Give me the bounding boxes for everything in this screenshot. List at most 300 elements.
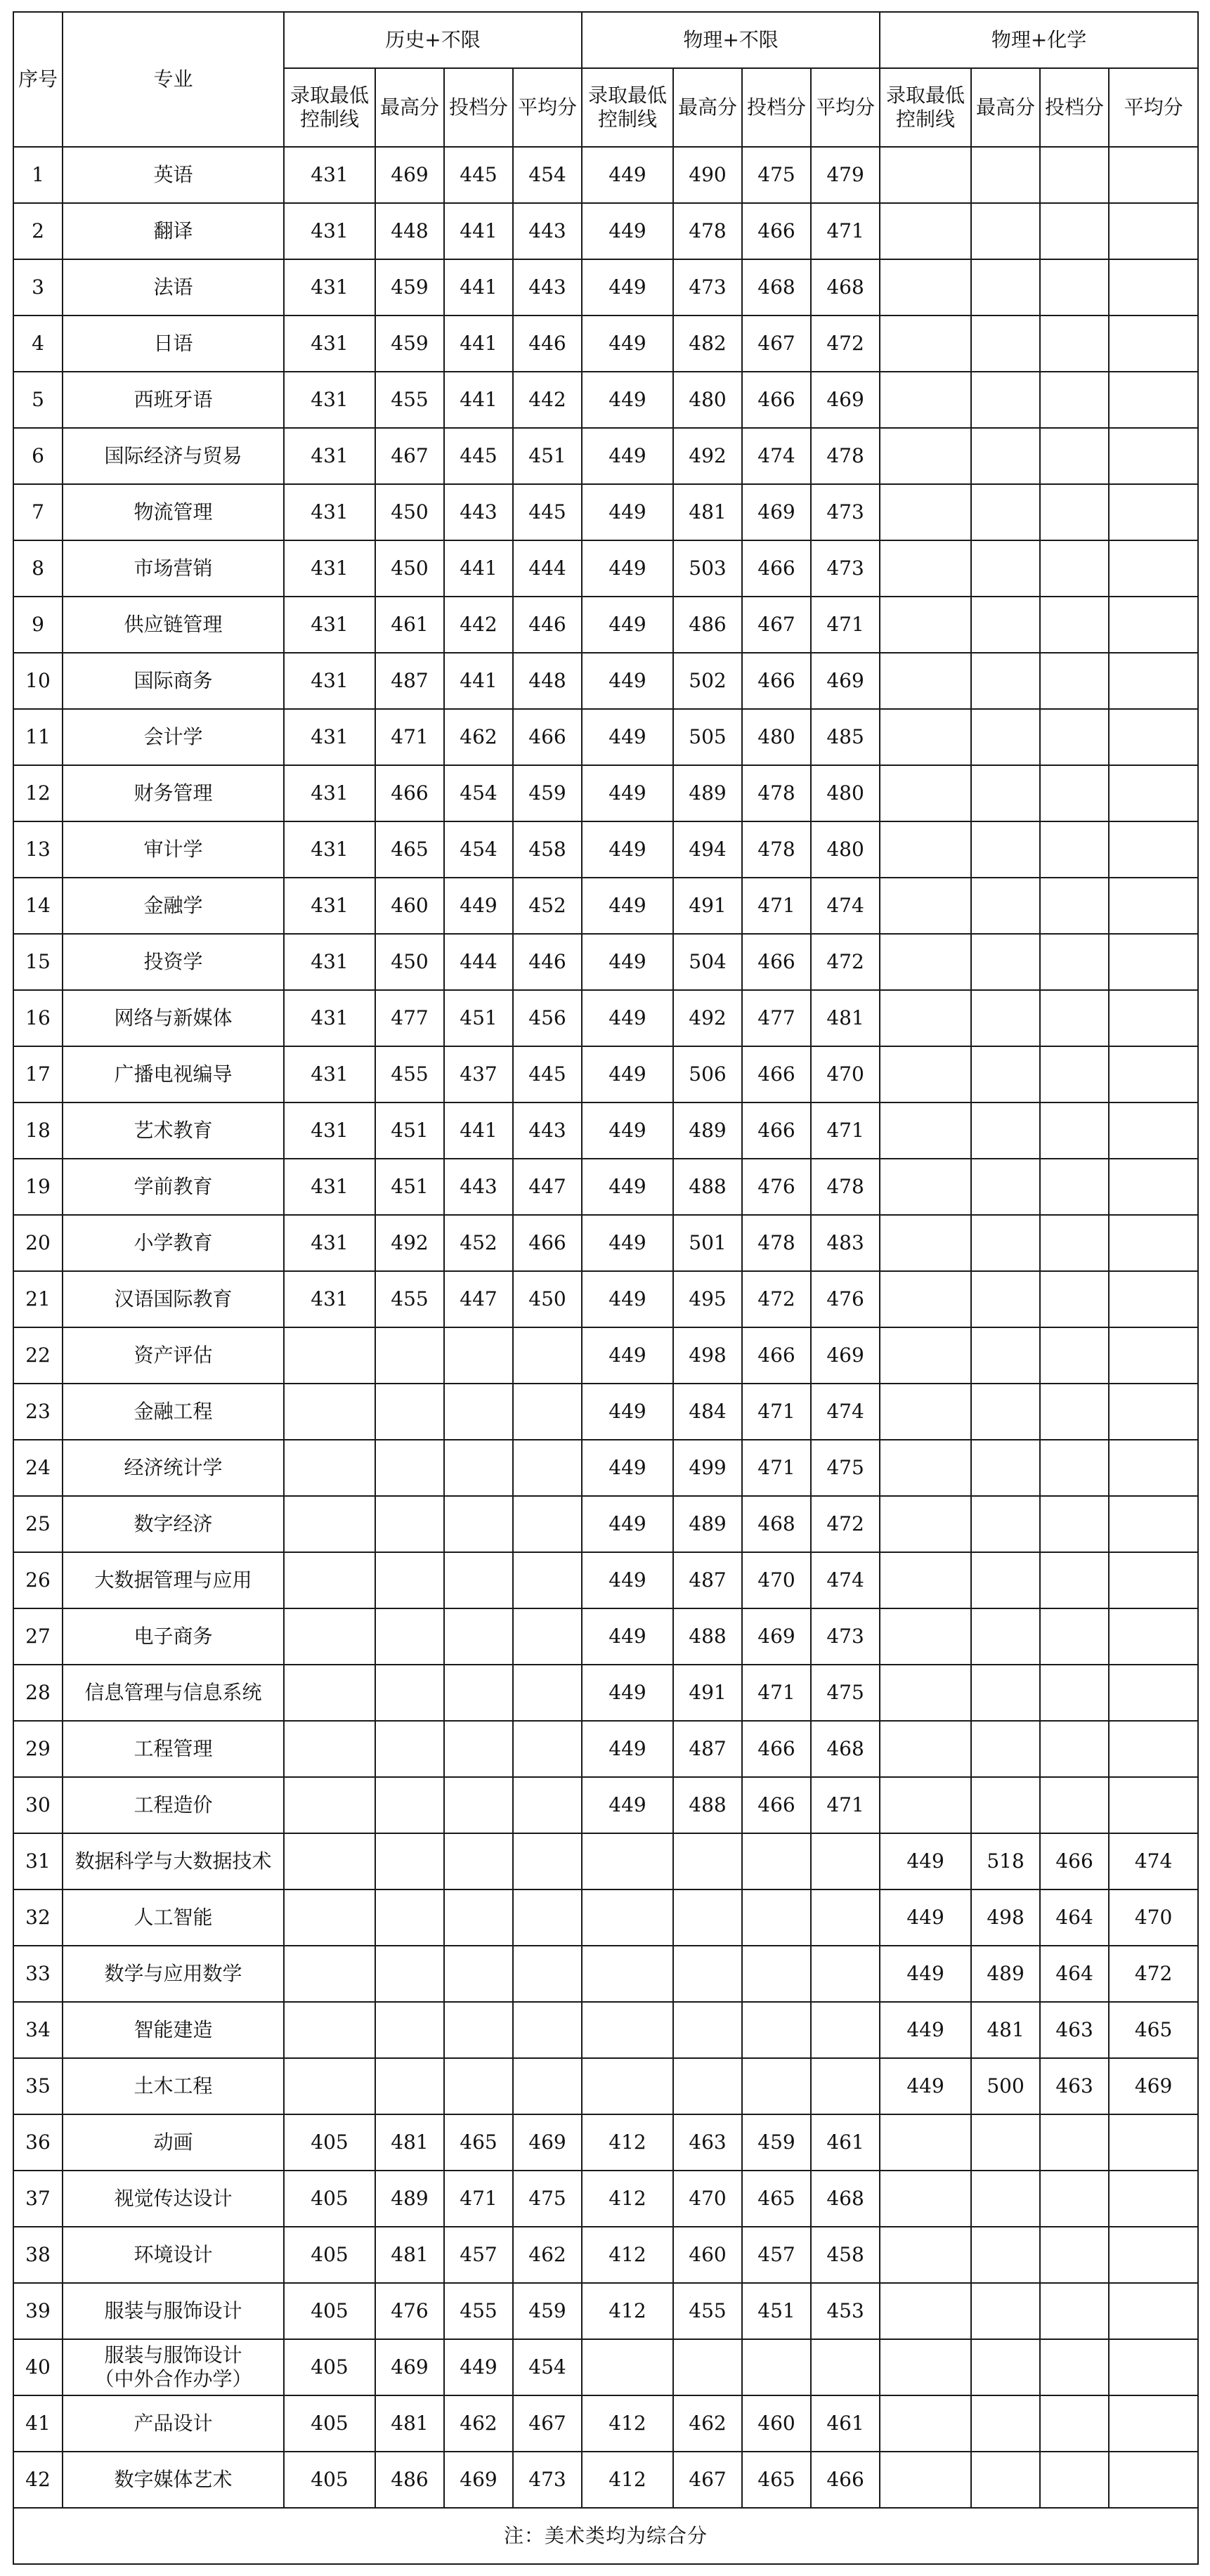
physics-chemistry-avg-score (1109, 1777, 1198, 1833)
physics-chemistry-max-score (971, 1777, 1040, 1833)
physics-min-line: 449 (582, 765, 673, 821)
physics-file-score: 466 (742, 934, 811, 990)
table-row (13, 990, 1198, 1046)
history-avg-score: 444 (513, 540, 582, 597)
major-name: 会计学 (63, 709, 284, 765)
physics-avg-score: 461 (811, 2114, 880, 2171)
history-max-score (375, 1721, 444, 1777)
footnote: 注：美术类均为综合分 (13, 2508, 1198, 2564)
physics-max-score: 486 (673, 597, 742, 653)
physics-chemistry-file-score (1040, 1102, 1109, 1159)
header-min-line-history (284, 68, 375, 147)
physics-min-line: 449 (582, 1046, 673, 1102)
history-file-score: 441 (444, 259, 513, 316)
physics-chemistry-avg-score (1109, 821, 1198, 878)
row-index: 7 (13, 484, 63, 540)
physics-chemistry-file-score (1040, 428, 1109, 484)
physics-file-score: 469 (742, 1608, 811, 1665)
physics-avg-score: 473 (811, 540, 880, 597)
table-row (13, 540, 1198, 597)
physics-chemistry-min-line (880, 1215, 971, 1271)
table-row (13, 147, 1198, 203)
history-max-score: 459 (375, 259, 444, 316)
history-max-score: 451 (375, 1159, 444, 1215)
header-file-score-physics-chemistry: 投档分 (1040, 68, 1109, 147)
physics-chemistry-min-line (880, 934, 971, 990)
history-max-score (375, 1496, 444, 1552)
history-file-score: 441 (444, 372, 513, 428)
physics-chemistry-min-line (880, 428, 971, 484)
major-name: 视觉传达设计 (63, 2171, 284, 2227)
physics-min-line: 449 (582, 1721, 673, 1777)
physics-chemistry-min-line (880, 2452, 971, 2508)
physics-chemistry-file-score (1040, 2452, 1109, 2508)
header-group-physics: 物理+不限 (582, 12, 880, 68)
physics-file-score: 465 (742, 2452, 811, 2508)
physics-chemistry-file-score (1040, 597, 1109, 653)
physics-min-line: 412 (582, 2452, 673, 2508)
physics-chemistry-avg-score (1109, 709, 1198, 765)
physics-chemistry-file-score (1040, 1665, 1109, 1721)
row-index: 11 (13, 709, 63, 765)
physics-avg-score: 468 (811, 1721, 880, 1777)
physics-file-score: 468 (742, 1496, 811, 1552)
table-row (13, 259, 1198, 316)
history-max-score: 492 (375, 1215, 444, 1271)
table-row (13, 316, 1198, 372)
physics-min-line: 449 (582, 203, 673, 259)
physics-min-line: 449 (582, 1552, 673, 1608)
history-file-score (444, 1777, 513, 1833)
history-min-line: 431 (284, 203, 375, 259)
physics-chemistry-avg-score (1109, 653, 1198, 709)
major-name: 网络与新媒体 (63, 990, 284, 1046)
physics-max-score: 498 (673, 1327, 742, 1384)
table-row (13, 2114, 1198, 2171)
header-avg-history: 平均分 (513, 68, 582, 147)
physics-file-score (742, 1833, 811, 1889)
physics-min-line: 449 (582, 1327, 673, 1384)
physics-file-score: 466 (742, 372, 811, 428)
history-min-line: 431 (284, 709, 375, 765)
major-name: 信息管理与信息系统 (63, 1665, 284, 1721)
physics-chemistry-file-score (1040, 1384, 1109, 1440)
row-index: 28 (13, 1665, 63, 1721)
physics-avg-score (811, 1889, 880, 1946)
physics-chemistry-max-score (971, 1102, 1040, 1159)
history-max-score: 465 (375, 821, 444, 878)
history-min-line: 405 (284, 2171, 375, 2227)
physics-chemistry-max-score (971, 1440, 1040, 1496)
physics-chemistry-max-score (971, 990, 1040, 1046)
row-index: 4 (13, 316, 63, 372)
physics-file-score (742, 1889, 811, 1946)
physics-file-score: 475 (742, 147, 811, 203)
physics-avg-score (811, 2058, 880, 2114)
physics-chemistry-min-line (880, 259, 971, 316)
physics-chemistry-max-score: 481 (971, 2002, 1040, 2058)
table-row (13, 372, 1198, 428)
history-file-score: 441 (444, 540, 513, 597)
major-name: 经济统计学 (63, 1440, 284, 1496)
physics-min-line: 449 (582, 259, 673, 316)
history-avg-score: 447 (513, 1159, 582, 1215)
row-index: 3 (13, 259, 63, 316)
physics-chemistry-min-line (880, 1271, 971, 1327)
major-name: 土木工程 (63, 2058, 284, 2114)
history-file-score: 441 (444, 1102, 513, 1159)
history-min-line (284, 2002, 375, 2058)
physics-chemistry-max-score (971, 2452, 1040, 2508)
major-name: 国际经济与贸易 (63, 428, 284, 484)
physics-chemistry-max-score (971, 1608, 1040, 1665)
physics-max-score: 505 (673, 709, 742, 765)
physics-chemistry-min-line (880, 484, 971, 540)
physics-max-score (673, 2058, 742, 2114)
physics-max-score: 484 (673, 1384, 742, 1440)
table-row (13, 2395, 1198, 2452)
physics-min-line: 449 (582, 372, 673, 428)
physics-chemistry-min-line (880, 709, 971, 765)
physics-avg-score (811, 2002, 880, 2058)
table-row (13, 653, 1198, 709)
physics-chemistry-avg-score (1109, 2283, 1198, 2339)
table-row (13, 203, 1198, 259)
history-max-score: 450 (375, 540, 444, 597)
physics-file-score: 471 (742, 1665, 811, 1721)
table-row (13, 1440, 1198, 1496)
history-min-line: 431 (284, 316, 375, 372)
header-min-line-part2: 控制线 (299, 108, 359, 131)
physics-chemistry-avg-score (1109, 316, 1198, 372)
physics-chemistry-file-score (1040, 878, 1109, 934)
physics-chemistry-file-score (1040, 765, 1109, 821)
physics-file-score: 466 (742, 1102, 811, 1159)
physics-min-line: 412 (582, 2114, 673, 2171)
history-avg-score: 452 (513, 878, 582, 934)
history-avg-score (513, 1946, 582, 2002)
table-row (13, 2339, 1198, 2395)
physics-file-score: 478 (742, 1215, 811, 1271)
physics-max-score: 470 (673, 2171, 742, 2227)
physics-chemistry-file-score: 466 (1040, 1833, 1109, 1889)
row-index: 19 (13, 1159, 63, 1215)
history-file-score: 455 (444, 2283, 513, 2339)
history-min-line: 431 (284, 540, 375, 597)
major-name: 数据科学与大数据技术 (63, 1833, 284, 1889)
physics-chemistry-file-score (1040, 203, 1109, 259)
history-avg-score: 442 (513, 372, 582, 428)
table-row (13, 484, 1198, 540)
major-name (63, 2339, 284, 2395)
physics-file-score (742, 1946, 811, 2002)
physics-chemistry-min-line (880, 2283, 971, 2339)
physics-max-score: 489 (673, 765, 742, 821)
header-max-physics-chemistry: 最高分 (971, 68, 1040, 147)
physics-chemistry-avg-score (1109, 259, 1198, 316)
physics-chemistry-min-line (880, 316, 971, 372)
history-file-score: 441 (444, 653, 513, 709)
physics-max-score: 467 (673, 2452, 742, 2508)
physics-chemistry-file-score (1040, 1496, 1109, 1552)
physics-chemistry-min-line (880, 765, 971, 821)
physics-file-score: 466 (742, 540, 811, 597)
history-min-line (284, 1946, 375, 2002)
history-max-score: 471 (375, 709, 444, 765)
physics-max-score: 491 (673, 1665, 742, 1721)
major-name: 工程管理 (63, 1721, 284, 1777)
table-row (13, 597, 1198, 653)
physics-chemistry-max-score (971, 428, 1040, 484)
history-avg-score: 473 (513, 2452, 582, 2508)
table-body (13, 147, 1198, 2508)
physics-min-line: 449 (582, 934, 673, 990)
history-min-line: 405 (284, 2452, 375, 2508)
physics-avg-score: 471 (811, 597, 880, 653)
history-max-score: 455 (375, 1271, 444, 1327)
major-name: 西班牙语 (63, 372, 284, 428)
row-index: 41 (13, 2395, 63, 2452)
table-row (13, 1271, 1198, 1327)
row-index: 9 (13, 597, 63, 653)
physics-chemistry-avg-score (1109, 597, 1198, 653)
header-major: 专业 (63, 12, 284, 147)
physics-chemistry-file-score (1040, 1608, 1109, 1665)
physics-min-line (582, 2058, 673, 2114)
physics-min-line: 412 (582, 2395, 673, 2452)
physics-max-score: 499 (673, 1440, 742, 1496)
major-name: 物流管理 (63, 484, 284, 540)
physics-chemistry-max-score (971, 2227, 1040, 2283)
physics-chemistry-max-score (971, 821, 1040, 878)
table-row (13, 2452, 1198, 2508)
major-name: 小学教育 (63, 1215, 284, 1271)
physics-chemistry-file-score (1040, 990, 1109, 1046)
physics-chemistry-file-score (1040, 821, 1109, 878)
row-index: 26 (13, 1552, 63, 1608)
major-name: 广播电视编导 (63, 1046, 284, 1102)
physics-chemistry-avg-score (1109, 1046, 1198, 1102)
header-min-line-part2: 控制线 (896, 108, 956, 131)
history-min-line: 431 (284, 1159, 375, 1215)
physics-avg-score (811, 2339, 880, 2395)
table-row (13, 2283, 1198, 2339)
physics-chemistry-min-line (880, 2114, 971, 2171)
history-file-score (444, 1608, 513, 1665)
physics-chemistry-min-line (880, 2171, 971, 2227)
physics-chemistry-min-line (880, 1102, 971, 1159)
history-file-score: 445 (444, 147, 513, 203)
physics-chemistry-min-line: 449 (880, 2002, 971, 2058)
row-index: 20 (13, 1215, 63, 1271)
physics-max-score: 506 (673, 1046, 742, 1102)
physics-chemistry-file-score (1040, 2227, 1109, 2283)
history-min-line: 405 (284, 2227, 375, 2283)
physics-chemistry-max-score (971, 597, 1040, 653)
physics-avg-score: 474 (811, 878, 880, 934)
physics-avg-score: 480 (811, 765, 880, 821)
history-file-score (444, 1440, 513, 1496)
physics-chemistry-max-score (971, 2283, 1040, 2339)
major-name: 服装与服饰设计 (63, 2283, 284, 2339)
physics-min-line: 449 (582, 428, 673, 484)
physics-chemistry-avg-score: 472 (1109, 1946, 1198, 2002)
physics-chemistry-max-score (971, 2171, 1040, 2227)
header-avg-physics: 平均分 (811, 68, 880, 147)
physics-file-score: 468 (742, 259, 811, 316)
physics-max-score: 490 (673, 147, 742, 203)
physics-min-line: 412 (582, 2171, 673, 2227)
major-name: 市场营销 (63, 540, 284, 597)
history-min-line: 431 (284, 1271, 375, 1327)
header-min-line-physics (582, 68, 673, 147)
physics-chemistry-max-score: 500 (971, 2058, 1040, 2114)
physics-avg-score: 469 (811, 1327, 880, 1384)
history-file-score: 471 (444, 2171, 513, 2227)
physics-chemistry-min-line (880, 1496, 971, 1552)
header-avg-physics-chemistry: 平均分 (1109, 68, 1198, 147)
row-index: 14 (13, 878, 63, 934)
physics-max-score: 495 (673, 1271, 742, 1327)
physics-file-score: 467 (742, 316, 811, 372)
history-min-line (284, 1440, 375, 1496)
physics-min-line: 412 (582, 2227, 673, 2283)
physics-max-score: 463 (673, 2114, 742, 2171)
history-avg-score: 446 (513, 597, 582, 653)
physics-min-line: 449 (582, 597, 673, 653)
history-file-score: 465 (444, 2114, 513, 2171)
table-row (13, 1665, 1198, 1721)
major-name: 数学与应用数学 (63, 1946, 284, 2002)
history-max-score: 486 (375, 2452, 444, 2508)
history-max-score: 450 (375, 484, 444, 540)
history-min-line: 431 (284, 990, 375, 1046)
physics-min-line: 449 (582, 1102, 673, 1159)
physics-max-score: 488 (673, 1608, 742, 1665)
physics-chemistry-max-score (971, 1384, 1040, 1440)
history-avg-score (513, 1833, 582, 1889)
physics-chemistry-avg-score (1109, 1721, 1198, 1777)
history-file-score: 454 (444, 765, 513, 821)
history-min-line: 405 (284, 2283, 375, 2339)
history-avg-score (513, 1608, 582, 1665)
history-avg-score: 451 (513, 428, 582, 484)
history-avg-score (513, 2002, 582, 2058)
table-row (13, 1889, 1198, 1946)
history-avg-score: 458 (513, 821, 582, 878)
physics-file-score: 476 (742, 1159, 811, 1215)
physics-chemistry-min-line (880, 1777, 971, 1833)
history-file-score: 447 (444, 1271, 513, 1327)
history-max-score: 481 (375, 2227, 444, 2283)
physics-chemistry-file-score (1040, 1159, 1109, 1215)
physics-min-line: 449 (582, 1608, 673, 1665)
history-avg-score (513, 1777, 582, 1833)
physics-chemistry-avg-score (1109, 203, 1198, 259)
physics-max-score: 503 (673, 540, 742, 597)
admission-score-table (13, 11, 1199, 2565)
physics-min-line: 449 (582, 1271, 673, 1327)
physics-chemistry-min-line (880, 1665, 971, 1721)
physics-min-line (582, 1833, 673, 1889)
physics-min-line: 412 (582, 2283, 673, 2339)
physics-chemistry-avg-score (1109, 1327, 1198, 1384)
physics-chemistry-min-line: 449 (880, 1833, 971, 1889)
physics-avg-score: 469 (811, 653, 880, 709)
history-file-score (444, 1384, 513, 1440)
history-max-score: 461 (375, 597, 444, 653)
physics-avg-score: 480 (811, 821, 880, 878)
physics-chemistry-file-score (1040, 1327, 1109, 1384)
row-index: 23 (13, 1384, 63, 1440)
row-index: 5 (13, 372, 63, 428)
physics-chemistry-max-score (971, 1327, 1040, 1384)
physics-chemistry-avg-score: 465 (1109, 2002, 1198, 2058)
table-row (13, 765, 1198, 821)
history-avg-score: 456 (513, 990, 582, 1046)
physics-chemistry-avg-score (1109, 765, 1198, 821)
history-min-line: 431 (284, 597, 375, 653)
history-max-score (375, 1440, 444, 1496)
physics-chemistry-avg-score: 474 (1109, 1833, 1198, 1889)
physics-avg-score: 473 (811, 1608, 880, 1665)
major-name: 大数据管理与应用 (63, 1552, 284, 1608)
history-file-score: 441 (444, 316, 513, 372)
physics-max-score: 504 (673, 934, 742, 990)
physics-chemistry-max-score (971, 1721, 1040, 1777)
row-index: 21 (13, 1271, 63, 1327)
physics-chemistry-avg-score (1109, 1215, 1198, 1271)
row-index: 2 (13, 203, 63, 259)
physics-file-score: 469 (742, 484, 811, 540)
physics-avg-score: 470 (811, 1046, 880, 1102)
physics-chemistry-avg-score (1109, 1496, 1198, 1552)
major-name: 数字经济 (63, 1496, 284, 1552)
history-min-line: 431 (284, 653, 375, 709)
history-file-score: 442 (444, 597, 513, 653)
history-max-score: 489 (375, 2171, 444, 2227)
history-avg-score: 467 (513, 2395, 582, 2452)
history-min-line (284, 1496, 375, 1552)
physics-chemistry-avg-score (1109, 484, 1198, 540)
row-index: 6 (13, 428, 63, 484)
history-min-line (284, 1665, 375, 1721)
history-avg-score (513, 1721, 582, 1777)
history-file-score: 443 (444, 1159, 513, 1215)
major-name: 艺术教育 (63, 1102, 284, 1159)
row-index: 22 (13, 1327, 63, 1384)
physics-chemistry-avg-score (1109, 1552, 1198, 1608)
physics-avg-score: 473 (811, 484, 880, 540)
history-avg-score: 475 (513, 2171, 582, 2227)
history-file-score: 445 (444, 428, 513, 484)
history-max-score (375, 1665, 444, 1721)
major-name: 资产评估 (63, 1327, 284, 1384)
physics-avg-score: 468 (811, 2171, 880, 2227)
physics-chemistry-min-line (880, 1046, 971, 1102)
history-max-score: 455 (375, 372, 444, 428)
physics-min-line: 449 (582, 709, 673, 765)
physics-chemistry-max-score (971, 2395, 1040, 2452)
physics-avg-score: 475 (811, 1440, 880, 1496)
physics-chemistry-max-score (971, 259, 1040, 316)
history-max-score (375, 2058, 444, 2114)
header-min-line-part2: 控制线 (598, 108, 658, 131)
history-avg-score (513, 1440, 582, 1496)
physics-chemistry-avg-score (1109, 2452, 1198, 2508)
header-file-score-physics: 投档分 (742, 68, 811, 147)
physics-chemistry-avg-score (1109, 1665, 1198, 1721)
